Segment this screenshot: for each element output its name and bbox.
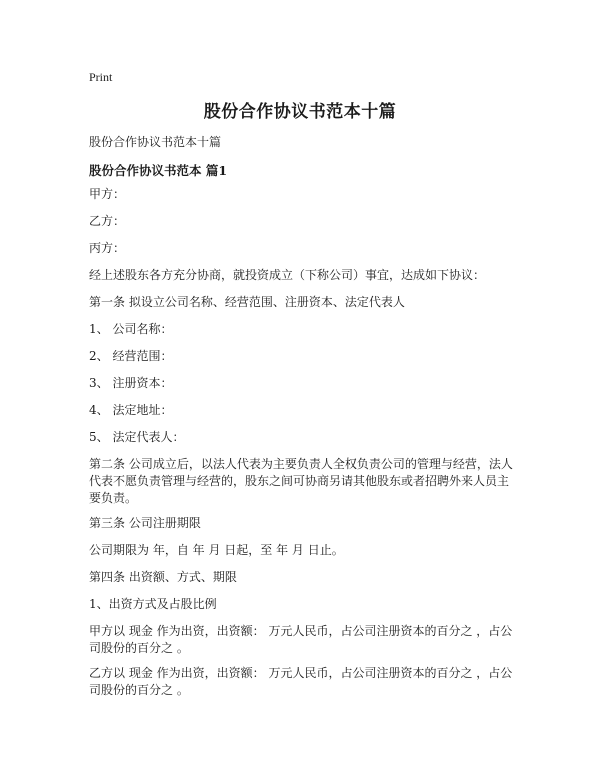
- party-b-line: 乙方：: [89, 214, 126, 228]
- article-2-paragraph: 第二条 公司成立后，以法人代表为主要负责人全权负责公司的管理与经营，法人代表不愿负责管理与经营的，股东之间可协商另请其他股东或者招聘外来人员主要负责。: [89, 457, 513, 505]
- item-company-name: 1、 公司名称：: [89, 322, 173, 336]
- party-c-line: 丙方：: [89, 241, 126, 255]
- item-registered-capital: 3、 注册资本：: [89, 376, 173, 390]
- print-label: Print: [89, 70, 113, 84]
- document-subtitle: 股份合作协议书范本十篇: [89, 135, 222, 149]
- contribution-method-heading: 1、出资方式及占股比例: [89, 597, 217, 611]
- item-business-scope: 2、 经营范围：: [89, 349, 173, 363]
- article-3-heading: 第三条 公司注册期限: [89, 516, 201, 530]
- article-4-heading: 第四条 出资额、方式、期限: [89, 570, 237, 584]
- intro-paragraph: 经上述股东各方充分协商，就投资成立（下称公司）事宜，达成如下协议：: [89, 268, 486, 282]
- document-title: 股份合作协议书范本十篇: [203, 102, 397, 122]
- party-a-line: 甲方：: [89, 187, 126, 201]
- party-a-contribution: 甲方以 现金 作为出资，出资额： 万元人民币，占公司注册资本的百分之 ，占公司股份的百分之 。: [89, 624, 513, 655]
- article-1-heading: 第一条 拟设立公司名称、经营范围、注册资本、法定代表人: [89, 295, 405, 309]
- term-paragraph: 公司期限为 年，自 年 月 日起，至 年 月 日止。: [89, 543, 344, 557]
- item-legal-address: 4、 法定地址：: [89, 403, 173, 417]
- party-b-contribution: 乙方以 现金 作为出资，出资额： 万元人民币，占公司注册资本的百分之 ，占公司股份的百分之 。: [89, 666, 513, 697]
- item-legal-representative: 5、 法定代表人：: [89, 430, 185, 444]
- section-heading: 股份合作协议书范本 篇1: [89, 163, 228, 178]
